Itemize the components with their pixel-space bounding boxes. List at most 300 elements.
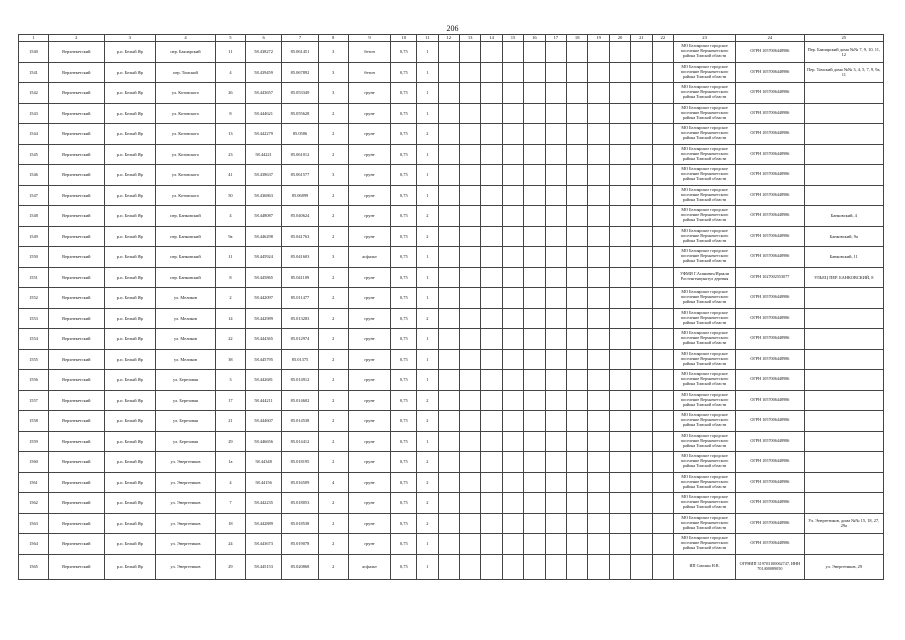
latitude-cell: 58.442235 xyxy=(245,493,281,514)
row-number: 1543 xyxy=(19,103,49,124)
container-count-cell: 1 xyxy=(417,83,438,104)
street-cell: ул. Энергетиков xyxy=(156,534,216,555)
empty-cell xyxy=(609,534,630,555)
empty-cell xyxy=(588,493,609,514)
house-cell: 4 xyxy=(215,206,245,227)
settlement-cell: р.п. Белый Яр xyxy=(104,247,155,268)
street-cell: ул. Котовского xyxy=(156,144,216,165)
house-cell: 11 xyxy=(215,42,245,63)
empty-cell xyxy=(631,206,652,227)
volume-cell: 0,75 xyxy=(391,534,417,555)
empty-cell xyxy=(631,267,652,288)
ogrn-cell: ОГРН 1057006448986 xyxy=(736,226,805,247)
empty-cell xyxy=(588,390,609,411)
volume-cell: 0,75 xyxy=(391,206,417,227)
district-cell: Верхнекетский xyxy=(48,472,104,493)
ogrn-cell: ОГРН 1057006448986 xyxy=(736,62,805,83)
empty-cell xyxy=(524,247,545,268)
empty-cell xyxy=(524,83,545,104)
header-cell: 25 xyxy=(804,35,883,42)
house-cell: 29 xyxy=(215,554,245,579)
volume-cell: 0,75 xyxy=(391,247,417,268)
empty-cell xyxy=(502,247,523,268)
empty-cell xyxy=(524,513,545,534)
settlement-cell: р.п. Белый Яр xyxy=(104,226,155,247)
volume-cell: 0,75 xyxy=(391,83,417,104)
ogrn-cell: ОГРН 1057006448986 xyxy=(736,411,805,432)
empty-cell xyxy=(524,103,545,124)
empty-cell xyxy=(524,472,545,493)
settlement-cell: р.п. Белый Яр xyxy=(104,288,155,309)
empty-cell xyxy=(567,472,588,493)
table-row xyxy=(19,370,884,391)
latitude-cell: 58.444365 xyxy=(245,329,281,350)
surface-cell: грунт xyxy=(348,226,391,247)
empty-cell xyxy=(609,493,630,514)
empty-cell xyxy=(545,267,566,288)
table-row xyxy=(19,206,884,227)
street-cell: ул. Энергетиков xyxy=(156,554,216,579)
table-row xyxy=(19,431,884,452)
header-cell: 15 xyxy=(502,35,523,42)
surface-cell: грунт xyxy=(348,103,391,124)
empty-cell xyxy=(588,206,609,227)
empty-cell xyxy=(545,124,566,145)
ogrn-cell: ОГРН 1057006448986 xyxy=(736,124,805,145)
settlement-cell: р.п. Белый Яр xyxy=(104,452,155,473)
empty-cell xyxy=(545,513,566,534)
empty-cell xyxy=(438,554,459,579)
district-cell: Верхнекетский xyxy=(48,349,104,370)
empty-cell xyxy=(481,308,502,329)
empty-cell xyxy=(609,288,630,309)
empty-cell xyxy=(652,83,673,104)
empty-cell xyxy=(567,165,588,186)
row-number: 1551 xyxy=(19,267,49,288)
table-row xyxy=(19,103,884,124)
empty-cell xyxy=(502,534,523,555)
owner-cell: МО Белоярское городское поселение Верхнекетского района Томской области xyxy=(674,411,736,432)
header-cell: 18 xyxy=(567,35,588,42)
empty-cell xyxy=(588,370,609,391)
settlement-cell: р.п. Белый Яр xyxy=(104,165,155,186)
header-cell: 4 xyxy=(156,35,216,42)
latitude-cell: 58.439459 xyxy=(245,62,281,83)
row-number: 1542 xyxy=(19,83,49,104)
empty-cell xyxy=(459,288,480,309)
house-cell: 13 xyxy=(215,124,245,145)
street-cell: пер. Банковский xyxy=(156,226,216,247)
empty-cell xyxy=(438,206,459,227)
empty-cell xyxy=(438,288,459,309)
empty-cell xyxy=(631,165,652,186)
row-number: 1552 xyxy=(19,288,49,309)
empty-cell xyxy=(438,62,459,83)
surface-cell: грунт xyxy=(348,411,391,432)
owner-cell: МО Белоярское городское поселение Верхнекетского района Томской области xyxy=(674,329,736,350)
empty-cell xyxy=(652,534,673,555)
longitude-cell: 85.061012 xyxy=(282,144,318,165)
empty-cell xyxy=(459,103,480,124)
empty-cell xyxy=(545,247,566,268)
surface-cell: грунт xyxy=(348,83,391,104)
area-cell: 2 xyxy=(318,370,348,391)
empty-cell xyxy=(481,513,502,534)
table-row xyxy=(19,42,884,63)
empty-cell xyxy=(481,349,502,370)
street-cell: ул. Энергетиков xyxy=(156,472,216,493)
empty-cell xyxy=(459,165,480,186)
district-cell: Верхнекетский xyxy=(48,534,104,555)
empty-cell xyxy=(545,390,566,411)
empty-cell xyxy=(481,83,502,104)
container-count-cell: 1 xyxy=(417,288,438,309)
latitude-cell: 58.443657 xyxy=(245,83,281,104)
empty-cell xyxy=(502,329,523,350)
header-cell: 19 xyxy=(588,35,609,42)
empty-cell xyxy=(631,308,652,329)
empty-cell xyxy=(567,144,588,165)
area-cell: 2 xyxy=(318,206,348,227)
empty-cell xyxy=(524,206,545,227)
longitude-cell: 85.055628 xyxy=(282,103,318,124)
empty-cell xyxy=(438,267,459,288)
street-cell: ул. Березовая xyxy=(156,390,216,411)
ogrn-cell: ОГРН 1057006448986 xyxy=(736,83,805,104)
latitude-cell: 58.445795 xyxy=(245,349,281,370)
street-cell: ул. Меликов xyxy=(156,288,216,309)
empty-cell xyxy=(609,226,630,247)
settlement-cell: р.п. Белый Яр xyxy=(104,472,155,493)
empty-cell xyxy=(609,431,630,452)
ogrn-cell: ОГРНИП 319703100062747, ИНН 701400089050 xyxy=(736,554,805,579)
header-cell: 11 xyxy=(417,35,438,42)
row-number: 1540 xyxy=(19,42,49,63)
empty-cell xyxy=(588,431,609,452)
volume-cell: 0,75 xyxy=(391,472,417,493)
empty-cell xyxy=(652,390,673,411)
header-cell: 5 xyxy=(215,35,245,42)
longitude-cell: 85.061451 xyxy=(282,42,318,63)
empty-cell xyxy=(652,226,673,247)
empty-cell xyxy=(652,308,673,329)
empty-cell xyxy=(481,554,502,579)
header-cell: 7 xyxy=(282,35,318,42)
empty-cell xyxy=(652,165,673,186)
empty-cell xyxy=(588,308,609,329)
street-cell: пер. Томский xyxy=(156,62,216,83)
latitude-cell: 58.436863 xyxy=(245,185,281,206)
empty-cell xyxy=(459,329,480,350)
empty-cell xyxy=(481,452,502,473)
house-cell: 50 xyxy=(215,185,245,206)
street-cell: ул. Энергетиков xyxy=(156,493,216,514)
street-cell: ул. Березовая xyxy=(156,370,216,391)
served-address-cell xyxy=(804,165,883,186)
settlement-cell: р.п. Белый Яр xyxy=(104,390,155,411)
ogrn-cell: ОГРН 1057006448986 xyxy=(736,206,805,227)
district-cell: Верхнекетский xyxy=(48,144,104,165)
latitude-cell: 58.442989 xyxy=(245,308,281,329)
empty-cell xyxy=(459,83,480,104)
surface-cell: грунт xyxy=(348,452,391,473)
served-address-cell xyxy=(804,144,883,165)
served-address-cell xyxy=(804,308,883,329)
ogrn-cell: ОГРН 1057006448986 xyxy=(736,288,805,309)
empty-cell xyxy=(459,185,480,206)
empty-cell xyxy=(502,452,523,473)
empty-cell xyxy=(567,247,588,268)
table-row xyxy=(19,124,884,145)
empty-cell xyxy=(502,185,523,206)
empty-cell xyxy=(652,185,673,206)
row-number: 1545 xyxy=(19,144,49,165)
empty-cell xyxy=(567,124,588,145)
district-cell: Верхнекетский xyxy=(48,452,104,473)
row-number: 1560 xyxy=(19,452,49,473)
street-cell: ул. Энергетиков xyxy=(156,513,216,534)
empty-cell xyxy=(631,103,652,124)
house-cell: 4 xyxy=(215,472,245,493)
container-count-cell: 1 xyxy=(417,62,438,83)
empty-cell xyxy=(438,349,459,370)
empty-cell xyxy=(567,62,588,83)
header-cell: 14 xyxy=(481,35,502,42)
registry-table xyxy=(18,34,884,580)
empty-cell xyxy=(609,329,630,350)
house-cell: 3 xyxy=(215,370,245,391)
surface-cell: грунт xyxy=(348,185,391,206)
table-row xyxy=(19,144,884,165)
empty-cell xyxy=(459,534,480,555)
header-cell: 8 xyxy=(318,35,348,42)
empty-cell xyxy=(652,513,673,534)
served-address-cell: Банковский, 9а xyxy=(804,226,883,247)
empty-cell xyxy=(524,267,545,288)
table-row xyxy=(19,308,884,329)
empty-cell xyxy=(652,329,673,350)
empty-cell xyxy=(459,370,480,391)
area-cell: 2 xyxy=(318,411,348,432)
surface-cell: грунт xyxy=(348,144,391,165)
table-row xyxy=(19,390,884,411)
empty-cell xyxy=(609,513,630,534)
empty-cell xyxy=(545,452,566,473)
empty-cell xyxy=(609,267,630,288)
empty-cell xyxy=(588,144,609,165)
owner-cell: МО Белоярское городское поселение Верхнекетского района Томской области xyxy=(674,472,736,493)
settlement-cell: р.п. Белый Яр xyxy=(104,124,155,145)
street-cell: ул. Меликов xyxy=(156,308,216,329)
owner-cell: МО Белоярское городское поселение Верхнекетского района Томской области xyxy=(674,247,736,268)
header-cell: 13 xyxy=(459,35,480,42)
longitude-cell: 85.01375 xyxy=(282,349,318,370)
district-cell: Верхнекетский xyxy=(48,431,104,452)
empty-cell xyxy=(502,513,523,534)
empty-cell xyxy=(481,185,502,206)
table-row xyxy=(19,288,884,309)
owner-cell: МО Белоярское городское поселение Верхнекетского района Томской области xyxy=(674,124,736,145)
ogrn-cell: ОГРН 1057006448986 xyxy=(736,165,805,186)
served-address-cell: Пер. Бакчарский дома №№ 7, 9, 10, 11, 12 xyxy=(804,42,883,63)
latitude-cell: 58.445865 xyxy=(245,267,281,288)
longitude-cell: 85.053349 xyxy=(282,83,318,104)
area-cell: 2 xyxy=(318,226,348,247)
empty-cell xyxy=(481,206,502,227)
latitude-cell: 58.442681 xyxy=(245,370,281,391)
empty-cell xyxy=(502,288,523,309)
table-row xyxy=(19,554,884,579)
empty-cell xyxy=(502,308,523,329)
served-address-cell xyxy=(804,452,883,473)
empty-cell xyxy=(502,226,523,247)
empty-cell xyxy=(481,370,502,391)
header-cell: 6 xyxy=(245,35,281,42)
district-cell: Верхнекетский xyxy=(48,554,104,579)
container-count-cell: 1 xyxy=(417,247,438,268)
area-cell: 3 xyxy=(318,42,348,63)
latitude-cell: 58.442097 xyxy=(245,288,281,309)
empty-cell xyxy=(567,554,588,579)
empty-cell xyxy=(631,554,652,579)
empty-cell xyxy=(631,144,652,165)
row-number: 1559 xyxy=(19,431,49,452)
volume-cell: 0,75 xyxy=(391,62,417,83)
empty-cell xyxy=(524,308,545,329)
empty-cell xyxy=(459,42,480,63)
street-cell: ул. Котовского xyxy=(156,165,216,186)
empty-cell xyxy=(588,185,609,206)
surface-cell: грунт xyxy=(348,493,391,514)
empty-cell xyxy=(502,554,523,579)
empty-cell xyxy=(609,83,630,104)
empty-cell xyxy=(609,370,630,391)
house-cell: 23 xyxy=(215,144,245,165)
longitude-cell: 85.0586 xyxy=(282,124,318,145)
volume-cell: 0,75 xyxy=(391,493,417,514)
empty-cell xyxy=(524,349,545,370)
longitude-cell: 85.014412 xyxy=(282,431,318,452)
empty-cell xyxy=(502,493,523,514)
owner-cell: ИП Смолин Н.В. xyxy=(674,554,736,579)
empty-cell xyxy=(631,329,652,350)
header-cell: 3 xyxy=(104,35,155,42)
district-cell: Верхнекетский xyxy=(48,411,104,432)
served-address-cell xyxy=(804,83,883,104)
empty-cell xyxy=(545,185,566,206)
header-cell: 9 xyxy=(348,35,391,42)
header-cell: 1 xyxy=(19,35,49,42)
house-cell: 4 xyxy=(215,62,245,83)
owner-cell: МО Белоярское городское поселение Верхнекетского района Томской области xyxy=(674,42,736,63)
settlement-cell: р.п. Белый Яр xyxy=(104,411,155,432)
surface-cell: бетон xyxy=(348,42,391,63)
volume-cell: 0,75 xyxy=(391,124,417,145)
street-cell: пер. Банковский xyxy=(156,247,216,268)
longitude-cell: 85.012974 xyxy=(282,329,318,350)
street-cell: ул. Энергетиков xyxy=(156,452,216,473)
ogrn-cell: ОГРН 1057006448986 xyxy=(736,329,805,350)
volume-cell: 0,75 xyxy=(391,431,417,452)
empty-cell xyxy=(459,390,480,411)
served-address-cell xyxy=(804,124,883,145)
longitude-cell: 85.014538 xyxy=(282,411,318,432)
longitude-cell: 85.016509 xyxy=(282,472,318,493)
area-cell: 2 xyxy=(318,124,348,145)
empty-cell xyxy=(545,308,566,329)
container-count-cell: 1 xyxy=(417,329,438,350)
container-count-cell: 2 xyxy=(417,493,438,514)
table-row xyxy=(19,534,884,555)
empty-cell xyxy=(502,472,523,493)
empty-cell xyxy=(481,144,502,165)
table-row xyxy=(19,226,884,247)
area-cell: 2 xyxy=(318,534,348,555)
volume-cell: 0,75 xyxy=(391,513,417,534)
empty-cell xyxy=(502,431,523,452)
empty-cell xyxy=(588,83,609,104)
house-cell: 41 xyxy=(215,165,245,186)
empty-cell xyxy=(502,124,523,145)
area-cell: 2 xyxy=(318,431,348,452)
empty-cell xyxy=(459,493,480,514)
empty-cell xyxy=(502,165,523,186)
settlement-cell: р.п. Белый Яр xyxy=(104,349,155,370)
house-cell: 18 xyxy=(215,513,245,534)
street-cell: ул. Меликов xyxy=(156,349,216,370)
header-cell: 10 xyxy=(391,35,417,42)
empty-cell xyxy=(545,103,566,124)
owner-cell: МО Белоярское городское поселение Верхнекетского района Томской области xyxy=(674,370,736,391)
empty-cell xyxy=(502,349,523,370)
empty-cell xyxy=(545,42,566,63)
surface-cell: грунт xyxy=(348,370,391,391)
empty-cell xyxy=(459,452,480,473)
empty-cell xyxy=(609,247,630,268)
owner-cell: МО Белоярское городское поселение Верхнекетского района Томской области xyxy=(674,431,736,452)
ogrn-cell: ОГРН 1057006448986 xyxy=(736,390,805,411)
area-cell: 2 xyxy=(318,349,348,370)
empty-cell xyxy=(502,42,523,63)
owner-cell: МО Белоярское городское поселение Верхнекетского района Томской области xyxy=(674,62,736,83)
header-cell: 23 xyxy=(674,35,736,42)
empty-cell xyxy=(609,472,630,493)
surface-cell: грунт xyxy=(348,267,391,288)
street-cell: пер. Бакчарский xyxy=(156,42,216,63)
empty-cell xyxy=(652,370,673,391)
house-cell: 29 xyxy=(215,431,245,452)
empty-cell xyxy=(567,267,588,288)
area-cell: 3 xyxy=(318,165,348,186)
empty-cell xyxy=(588,472,609,493)
empty-cell xyxy=(524,534,545,555)
empty-cell xyxy=(545,411,566,432)
empty-cell xyxy=(545,226,566,247)
empty-cell xyxy=(459,62,480,83)
owner-cell: МО Белоярское городское поселение Верхнекетского района Томской области xyxy=(674,165,736,186)
empty-cell xyxy=(588,411,609,432)
empty-cell xyxy=(652,267,673,288)
surface-cell: грунт xyxy=(348,431,391,452)
empty-cell xyxy=(631,493,652,514)
area-cell: 3 xyxy=(318,62,348,83)
empty-cell xyxy=(438,411,459,432)
empty-cell xyxy=(481,247,502,268)
district-cell: Верхнекетский xyxy=(48,124,104,145)
latitude-cell: 58.438272 xyxy=(245,42,281,63)
row-number: 1544 xyxy=(19,124,49,145)
settlement-cell: р.п. Белый Яр xyxy=(104,554,155,579)
